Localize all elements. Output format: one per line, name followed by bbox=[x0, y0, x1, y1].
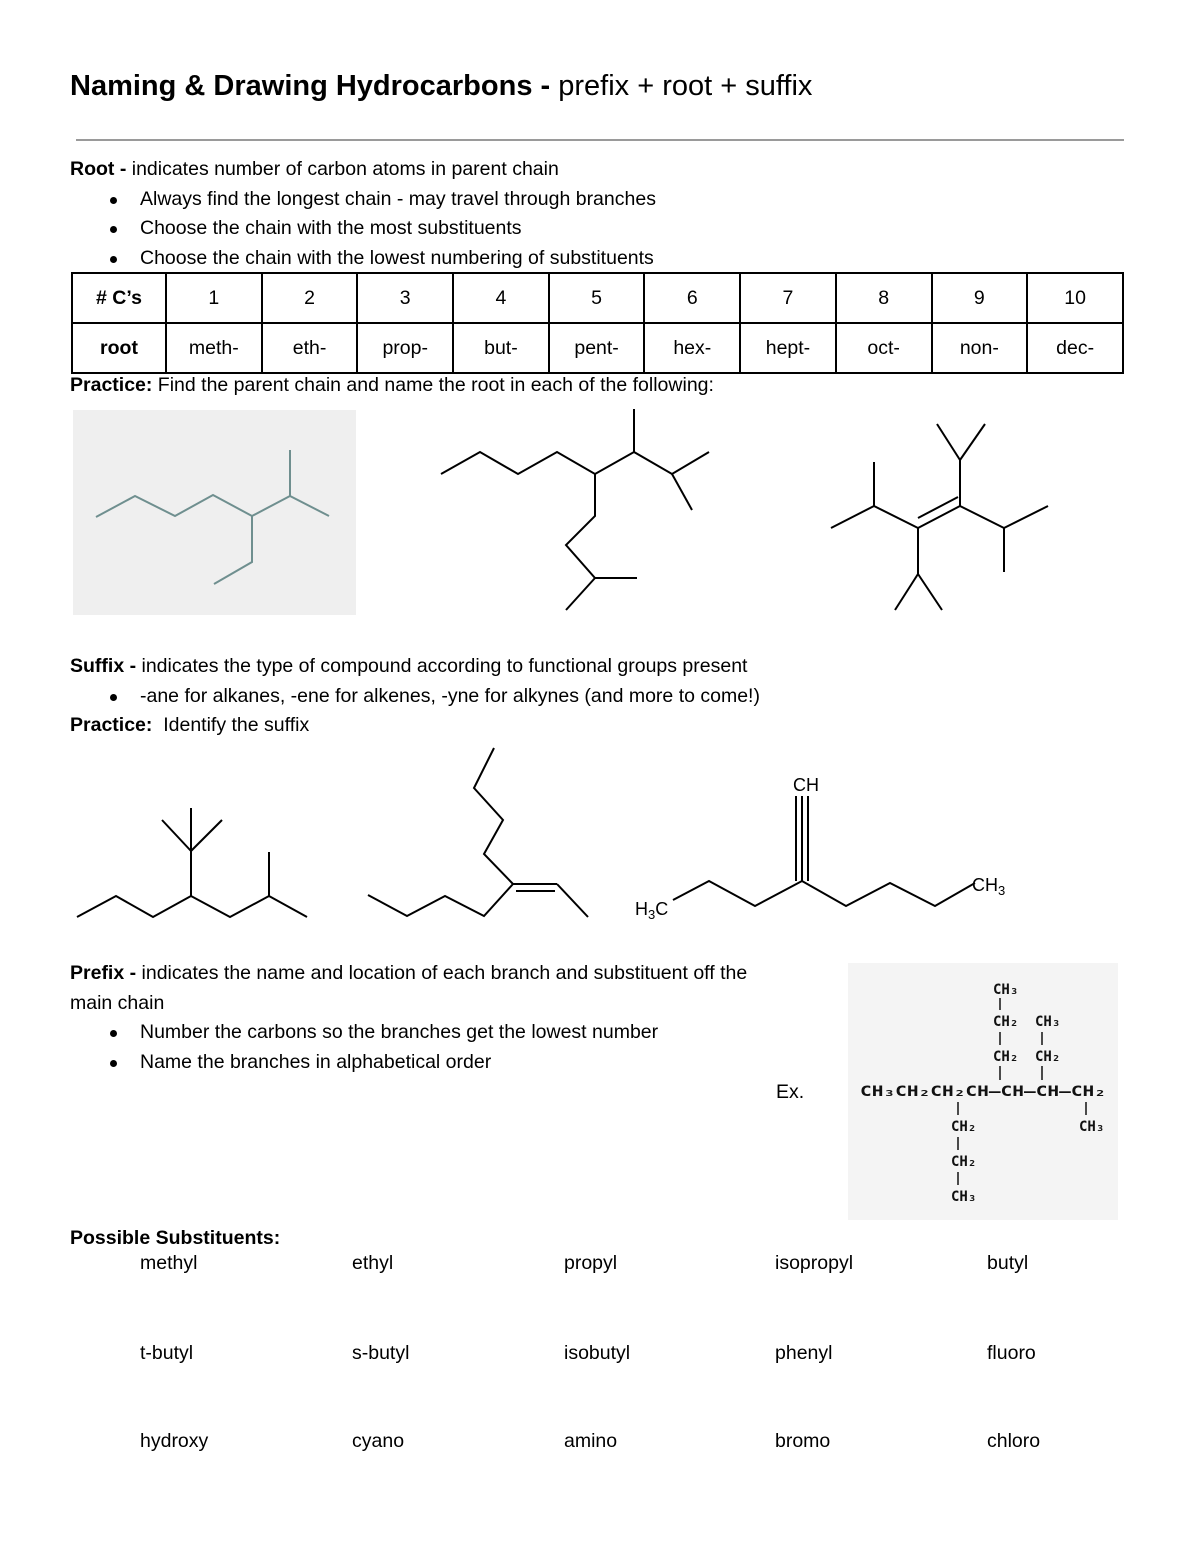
substituent-item: s-butyl bbox=[352, 1342, 410, 1364]
count-cell: 4 bbox=[453, 273, 549, 323]
practice-2-text: Identify the suffix bbox=[152, 714, 310, 736]
root-cell: non- bbox=[932, 323, 1028, 373]
suffix-text: indicates the type of compound according to functional groups present bbox=[141, 655, 748, 677]
substituent-item: ethyl bbox=[352, 1252, 394, 1274]
root-text: indicates number of carbon atoms in parent chain bbox=[131, 158, 559, 180]
substituent-item: propyl bbox=[564, 1252, 618, 1274]
count-cell: 9 bbox=[932, 273, 1028, 323]
substituent-item: fluoro bbox=[987, 1342, 1036, 1364]
root-label: Root - bbox=[70, 158, 132, 180]
substituent-item: hydroxy bbox=[140, 1430, 209, 1452]
ex-bottom-ch3: CH₃ bbox=[951, 1189, 977, 1205]
substituent-item: t-butyl bbox=[140, 1342, 194, 1364]
root-cell: dec- bbox=[1027, 323, 1123, 373]
count-cell: 7 bbox=[740, 273, 836, 323]
substituent-item: phenyl bbox=[775, 1342, 833, 1364]
count-cell: 5 bbox=[549, 273, 645, 323]
substituent-item: amino bbox=[564, 1430, 618, 1452]
practice-1-label: Practice: bbox=[70, 374, 153, 396]
prefix-bullet-1: Number the carbons so the branches get the lowest number bbox=[70, 1018, 747, 1048]
carbon-count-header: # C’s bbox=[72, 273, 166, 323]
count-cell: 3 bbox=[357, 273, 453, 323]
root-cell: pent- bbox=[549, 323, 645, 373]
ex-top-ch3: CH₃ bbox=[993, 982, 1019, 998]
ex-main-chain: CH₃CH₂CH₂CH—CH—CH—CH₂ bbox=[860, 1084, 1106, 1100]
count-cell: 10 bbox=[1027, 273, 1123, 323]
label-ch3: $CH_3$ bbox=[972, 875, 1006, 898]
count-cell: 8 bbox=[836, 273, 932, 323]
root-bullet-2: Choose the chain with the most substituents bbox=[70, 214, 656, 244]
substituent-item: isobutyl bbox=[564, 1342, 631, 1364]
substituent-item: chloro bbox=[987, 1430, 1041, 1452]
ex-bottom-ch2-a: CH₂ bbox=[951, 1119, 977, 1135]
root-cell: meth- bbox=[166, 323, 262, 373]
count-cell: 1 bbox=[166, 273, 262, 323]
root-cell: eth- bbox=[262, 323, 358, 373]
substituent-item: butyl bbox=[987, 1252, 1029, 1274]
ex-bottom-ch2-b: CH₂ bbox=[951, 1154, 977, 1170]
root-cell: but- bbox=[453, 323, 549, 373]
root-bullet-3: Choose the chain with the lowest numbering of substituents bbox=[70, 244, 656, 274]
substituent-item: methyl bbox=[140, 1252, 198, 1274]
label-h3c: $H_3C$ bbox=[635, 899, 669, 922]
substituent-item: cyano bbox=[352, 1430, 405, 1452]
root-cell: oct- bbox=[836, 323, 932, 373]
root-name-header: root bbox=[72, 323, 166, 373]
count-cell: 2 bbox=[262, 273, 358, 323]
root-bullet-1: Always find the longest chain - may travel through branches bbox=[70, 185, 656, 215]
count-cell: 6 bbox=[644, 273, 740, 323]
suffix-label: Suffix - bbox=[70, 655, 142, 677]
title-bold: Naming & Drawing Hydrocarbons - bbox=[70, 70, 559, 102]
suffix-bullet-1: -ane for alkanes, -ene for alkenes, -yne for alkynes (and more to come!) bbox=[70, 682, 760, 712]
ex-right-ch2: CH₂ bbox=[1035, 1049, 1061, 1065]
substituent-item: bromo bbox=[775, 1430, 831, 1452]
ex-right-ch3: CH₃ bbox=[1035, 1014, 1061, 1030]
substituents-heading: Possible Substituents: bbox=[70, 1227, 281, 1249]
substituent-item: isopropyl bbox=[775, 1252, 854, 1274]
title-normal: prefix + root + suffix bbox=[558, 70, 813, 102]
root-cell: prop- bbox=[357, 323, 453, 373]
practice-2-label: Practice: bbox=[70, 714, 153, 736]
prefix-bullet-2: Name the branches in alphabetical order bbox=[70, 1048, 747, 1078]
practice-1-text: Find the parent chain and name the root in each of the following: bbox=[152, 374, 714, 396]
prefix-text-1: indicates the name and location of each branch and substituent off the bbox=[141, 962, 748, 984]
root-cell: hex- bbox=[644, 323, 740, 373]
example-label: Ex. bbox=[776, 1081, 805, 1103]
label-ch: CH bbox=[793, 775, 819, 795]
root-cell: hept- bbox=[740, 323, 836, 373]
ex-far-right-ch3: CH₃ bbox=[1079, 1119, 1105, 1135]
ex-top-ch2-b: CH₂ bbox=[993, 1049, 1019, 1065]
ex-top-ch2-a: CH₂ bbox=[993, 1014, 1019, 1030]
prefix-label: Prefix - bbox=[70, 962, 142, 984]
prefix-text-2: main chain bbox=[70, 991, 165, 1014]
